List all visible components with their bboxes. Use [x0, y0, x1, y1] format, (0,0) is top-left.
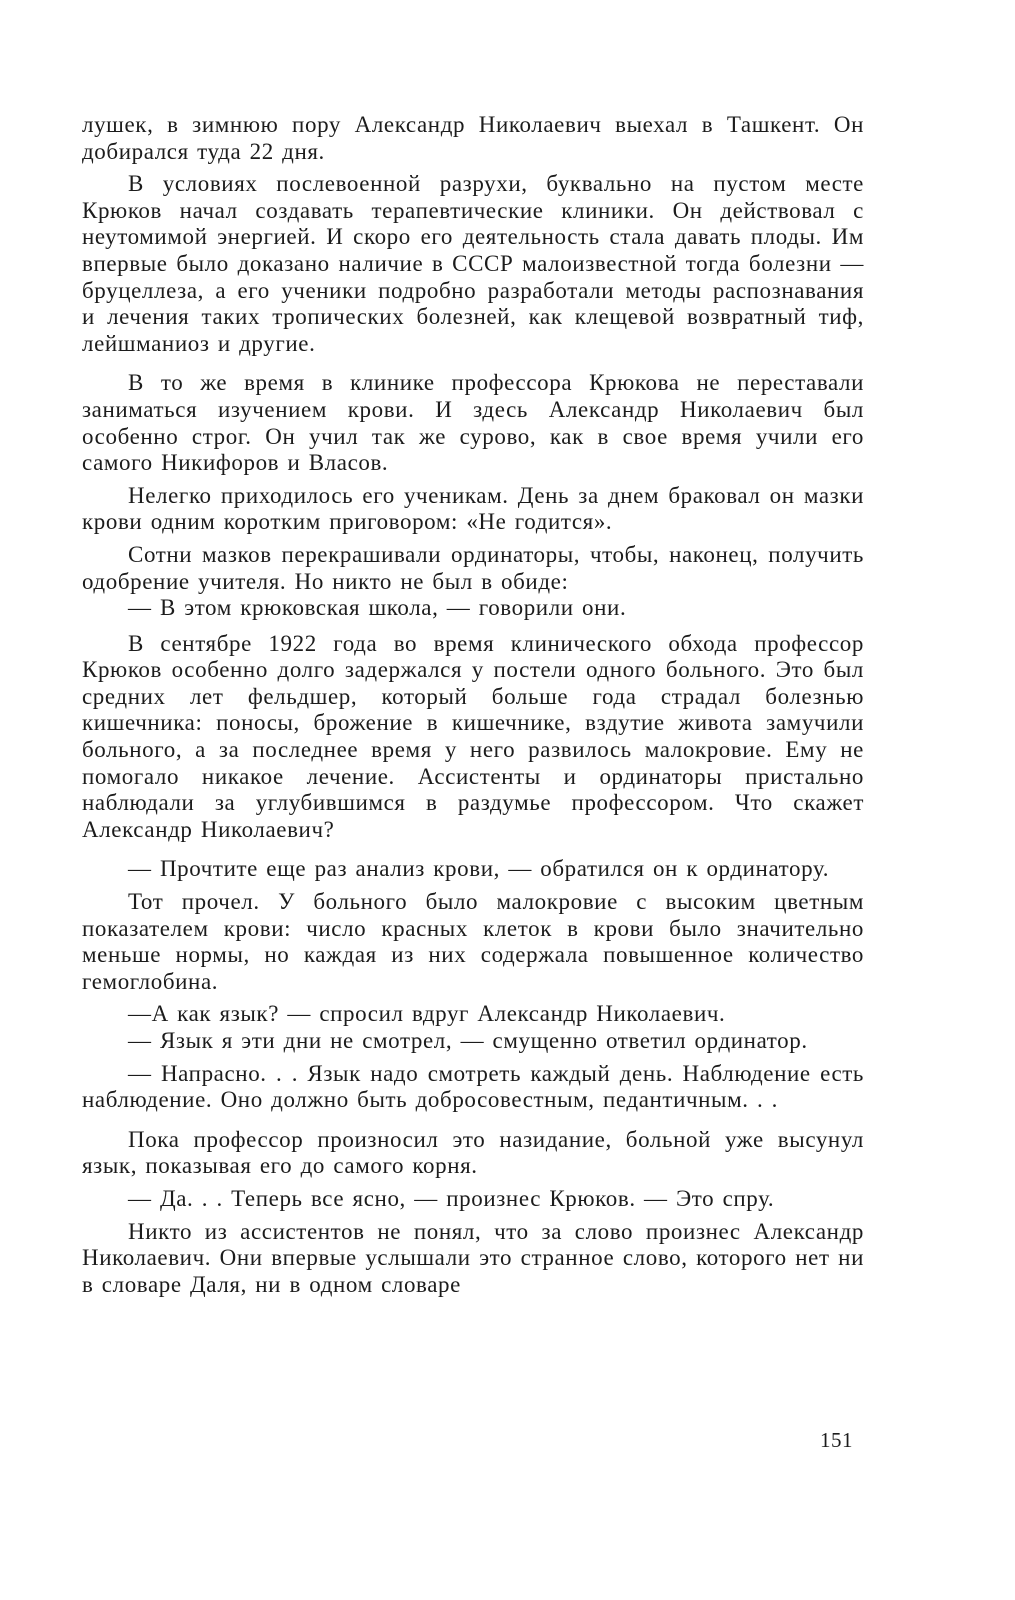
- paragraph: В то же время в клинике профессора Крюкова не переставали заниматься изучением крови. И здесь Александр Николаевич был особенно строг. Он учил так же сурово, как в свое время учили его самого Никифоров и Власов.: [82, 370, 864, 476]
- dialogue-line: — Напрасно. . . Язык надо смотреть каждый день. Наблюдение есть наблюдение. Оно должно быть добросовестным, педантичным. . .: [82, 1060, 864, 1113]
- paragraph: В сентябре 1922 года во время клинического обхода профессор Крюков особенно долго задержался у постели одного больного. Это был средних лет фельдшер, который больше года страдал болезнью кишечника: поносы, брожение в кишечнике, вздутие живота замучили больного, а за последнее время у него развилось малокровие. Ему не помогало никакое лечение. Ассистенты и ординаторы пристально наблюдали за углубившимся в раздумье профессором. Что скажет Александр Николаевич?: [82, 630, 864, 842]
- paragraph-continuation: лушек, в зимнюю пору Александр Николаевич выехал в Ташкент. Он добирался туда 22 дня.: [82, 112, 864, 164]
- dialogue-line: — Язык я эти дни не смотрел, — смущенно ответил ординатор.: [128, 1028, 808, 1053]
- paragraph: Сотни мазков перекрашивали ординаторы, чтобы, наконец, получить одобрение учителя. Но никто не был в обиде:: [82, 541, 864, 594]
- dialogue-line: — Прочтите еще раз анализ крови, — обратился он к ординатору.: [128, 856, 830, 882]
- paragraph: Никто из ассистентов не понял, что за слово произнес Александр Николаевич. Они впервые услышали это странное слово, которого нет ни в словаре Даля, ни в одном словаре: [82, 1218, 864, 1297]
- paragraph: Нелегко приходилось его ученикам. День за днем браковал он мазки крови одним коротким приговором: «Не годится».: [82, 482, 864, 535]
- dialogue-line: —А как язык? — спросил вдруг Александр Николаевич.: [128, 1001, 726, 1027]
- page-number: 151: [820, 1428, 853, 1452]
- paragraph: Пока профессор произносил это назидание, больной уже высунул язык, показывая его до самого корня.: [82, 1126, 864, 1179]
- paragraph: Тот прочел. У больного было малокровие с высоким цветным показателем крови: число красных клеток в крови было значительно меньше нормы, но каждая из них содержала повышенное количество гемоглобина.: [82, 889, 864, 994]
- dialogue-line: — Да. . . Теперь все ясно, — произнес Крюков. — Это спру.: [128, 1185, 775, 1211]
- dialogue-line: — В этом крюковская школа, — говорили они.: [128, 595, 627, 621]
- paragraph: В условиях послевоенной разрухи, буквально на пустом месте Крюков начал создавать терапевтические клиники. Он действовал с неутомимой энергией. И скоро его деятельность стала давать плоды. Им впервые было доказано наличие в СССР малоизвестной тогда болезни — бруцеллеза, а его ученики подробно разработали методы распознавания и лечения таких тропических болезней, как клещевой возвратный тиф, лейшманиоз и другие.: [82, 171, 864, 356]
- page-body: [82, 112, 864, 1298]
